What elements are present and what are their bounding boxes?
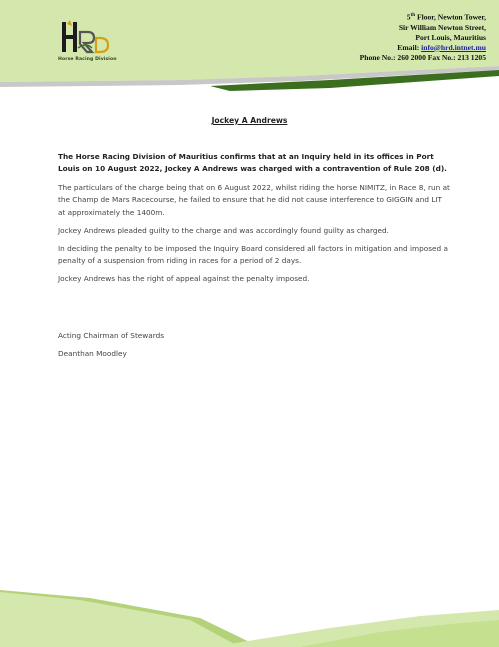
- address-line-2: Sir William Newton Street,: [398, 22, 486, 32]
- address-block: [360, 11, 486, 63]
- floor-suffix: th: [410, 13, 416, 18]
- email-label: Email:: [397, 42, 422, 52]
- signature-name: Deanthan Moodley: [58, 349, 127, 358]
- paragraph-penalty: In deciding the penalty to be imposed the Inquiry Board considered all factors in mitigation and imposed a penalty of a suspension from riding in races for a period of 2 days.: [58, 244, 448, 266]
- email-link[interactable]: info@hrd.intnet.mu: [421, 42, 486, 52]
- footer-left-light-green: [0, 592, 240, 647]
- floor-rest: Floor, Newton Tower,: [415, 12, 486, 22]
- logo-caption: Horse Racing Division: [58, 57, 117, 62]
- phone-line: Phone No.: 260 2000 Fax No.: 213 1205: [359, 52, 486, 62]
- logo-r-letter: [80, 32, 94, 52]
- floor-number: 5: [406, 12, 411, 22]
- address-line-3: Port Louis, Mauritius: [415, 32, 486, 42]
- footer-band: [0, 590, 499, 647]
- address-line-1: [360, 11, 486, 23]
- logo-gold-flag: [67, 20, 72, 26]
- paragraph-plea: Jockey Andrews pleaded guilty to the charge and was accordingly found guilty as charged.: [58, 226, 389, 235]
- logo-h-bar: [62, 35, 77, 39]
- paragraph-particulars: The particulars of the charge being that on 6 August 2022, whilst riding the horse NIMITZ, in Race 8, run at the Champ de Mars Racecourse, he failed to ensure that he did not cause interference to GIGGIN and LIT at approximately the 1400m.: [58, 183, 450, 217]
- paragraph-intro: The Horse Racing Division of Mauritius confirms that at an Inquiry held in its offices in Port Louis on 10 August 2022, Jockey A Andrews was charged with a contravention of Rule 208 (d).: [58, 152, 447, 174]
- signature-title: Acting Chairman of Stewards: [58, 331, 165, 340]
- email-line: [360, 43, 486, 53]
- logo-d-letter: [96, 38, 108, 52]
- document-title: Jockey A Andrews: [211, 116, 288, 125]
- paragraph-appeal: Jockey Andrews has the right of appeal against the penalty imposed.: [58, 274, 310, 283]
